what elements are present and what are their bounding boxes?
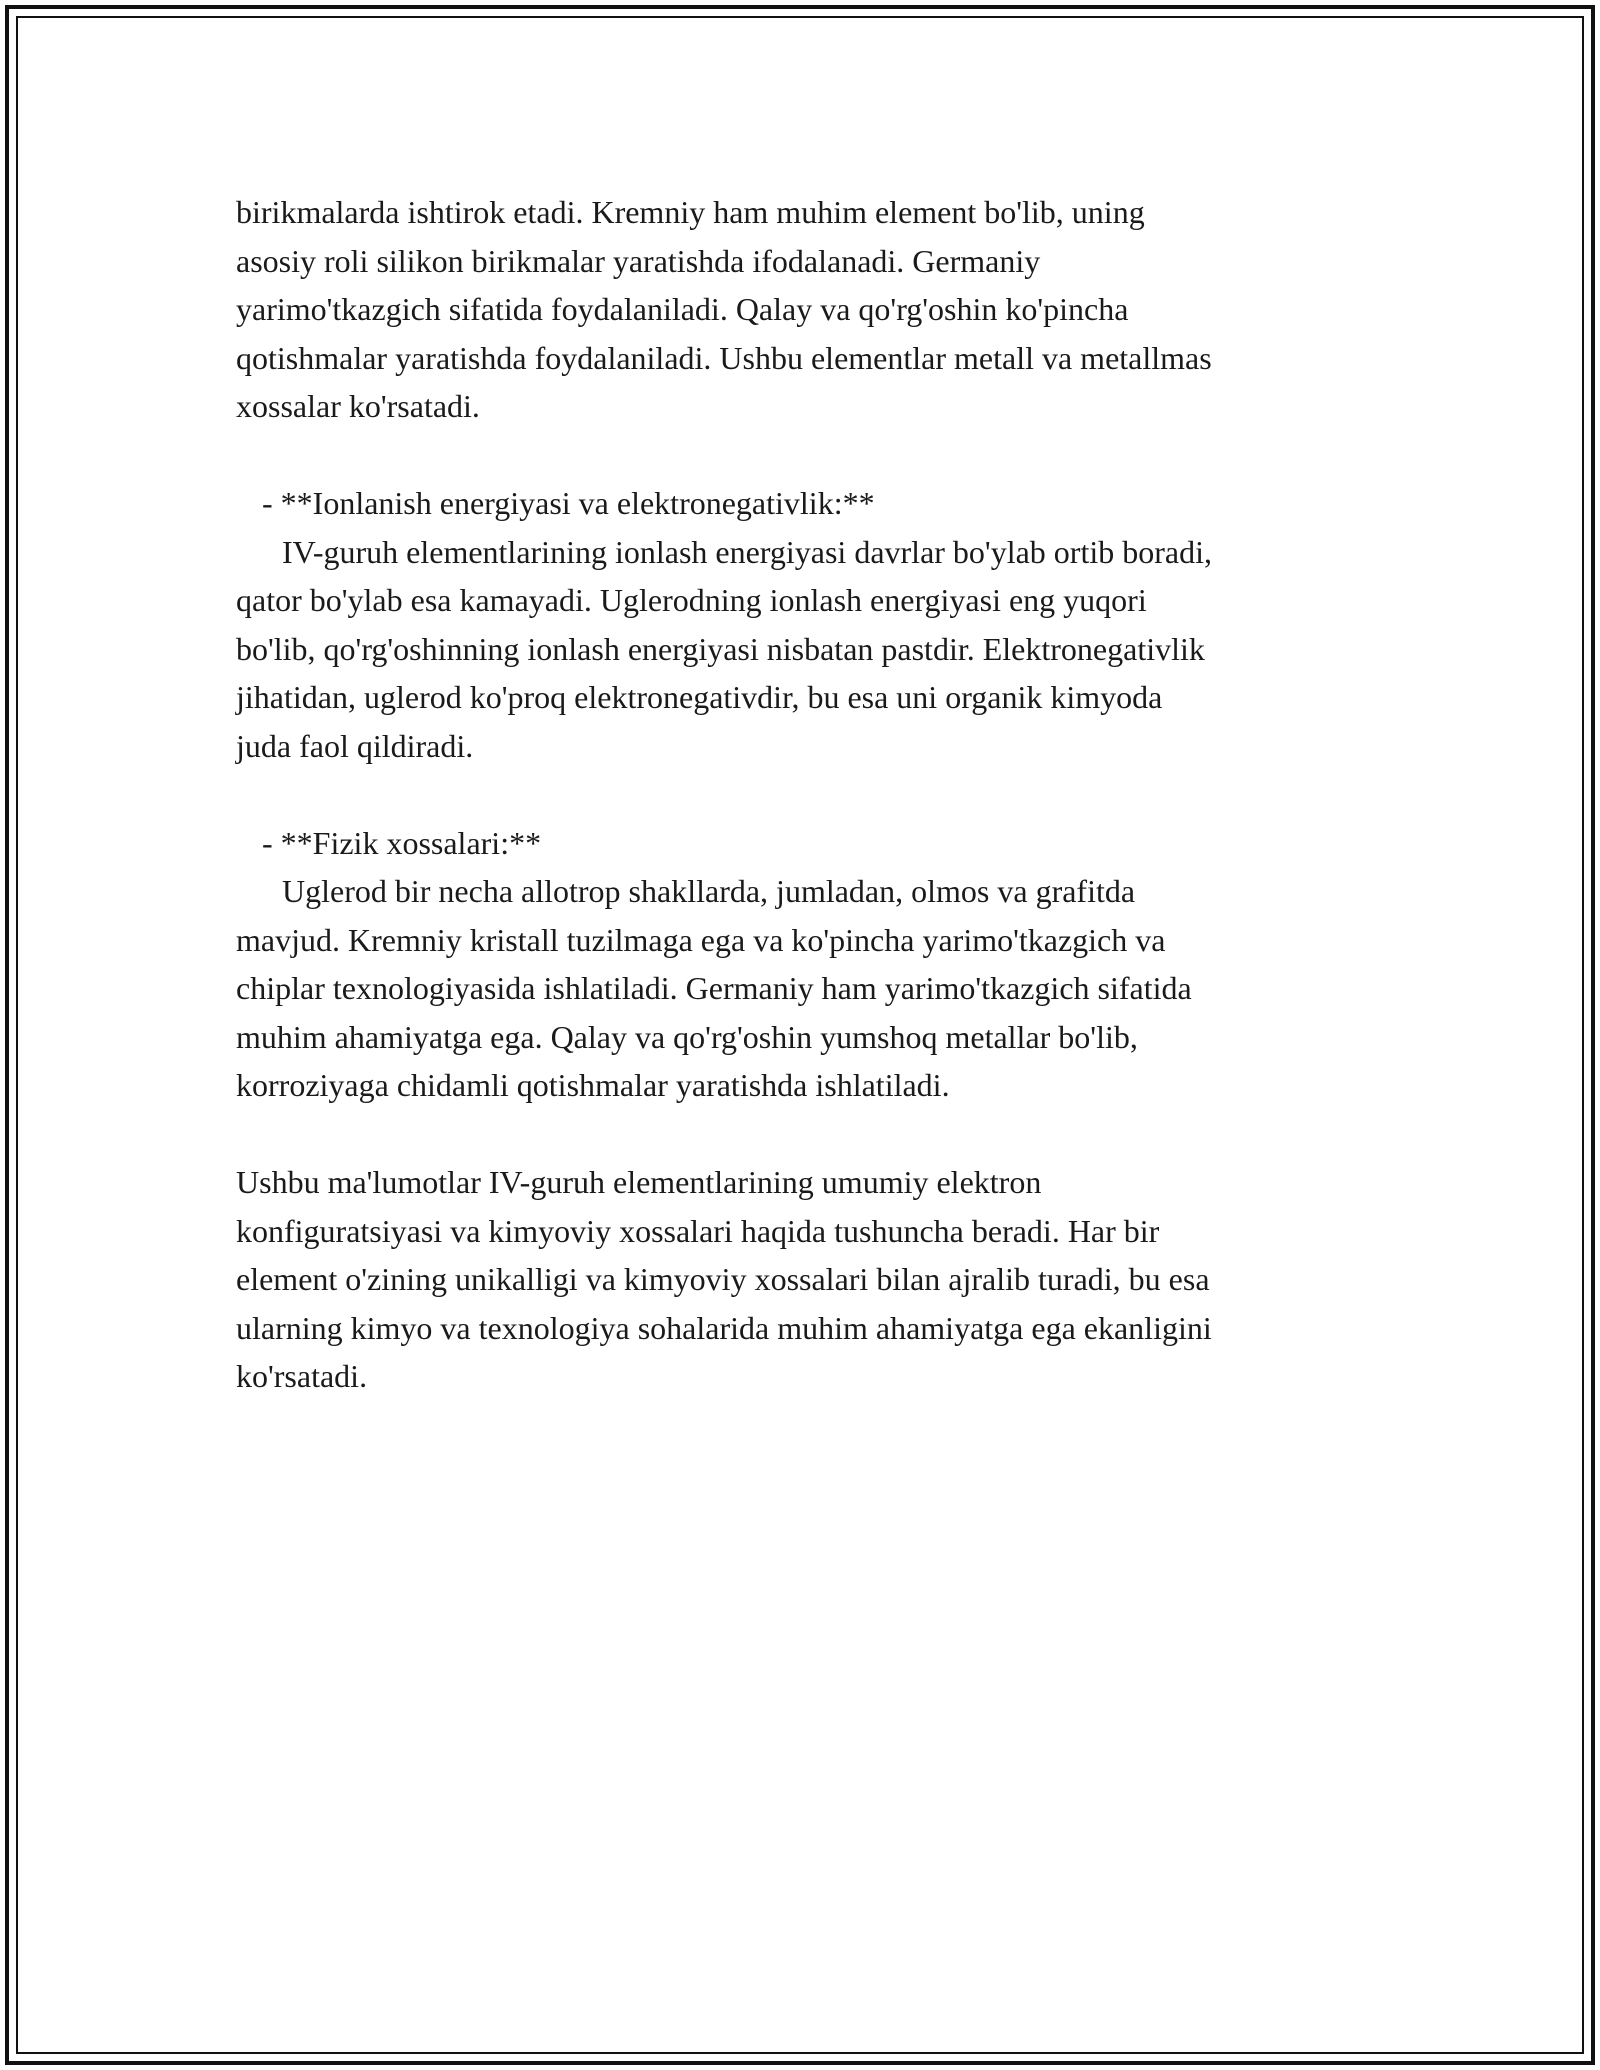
bullet-physical-properties bbox=[236, 819, 1386, 1110]
text-line: Uglerod bir necha allotrop shakllarda, jumladan, olmos va grafitda bbox=[282, 873, 1136, 909]
document-body bbox=[236, 188, 1386, 1401]
text-line: asosiy roli silikon birikmalar yaratishda ifodalanadi. Germaniy bbox=[236, 242, 1041, 279]
paragraph-conclusion bbox=[236, 1158, 1386, 1401]
bullet-heading: - **Ionlanish energiyasi va elektronegativlik:** bbox=[262, 485, 875, 521]
bullet-ionization bbox=[236, 479, 1386, 770]
text-line: muhim ahamiyatga ega. Qalay va qo'rg'oshin yumshoq metallar bo'lib, bbox=[236, 1018, 1138, 1055]
bullet-heading: - **Fizik xossalari:** bbox=[262, 824, 542, 861]
text-line: element o'zining unikalligi va kimyoviy xossalari bilan ajralib turadi, bu esa bbox=[236, 1261, 1210, 1297]
text-line: qotishmalar yaratishda foydalaniladi. Ushbu elementlar metall va metallmas bbox=[236, 339, 1212, 376]
paragraph-elements-intro bbox=[236, 188, 1386, 431]
text-line: juda faol qildiradi. bbox=[236, 727, 474, 764]
text-line: mavjud. Kremniy kristall tuzilmaga ega va ko'pincha yarimo'tkazgich va bbox=[236, 921, 1166, 958]
paragraph-gap bbox=[236, 431, 1386, 480]
text-line: ularning kimyo va texnologiya sohalarida muhim ahamiyatga ega ekanligini bbox=[236, 1309, 1212, 1346]
text-line: chiplar texnologiyasida ishlatiladi. Germaniy ham yarimo'tkazgich sifatida bbox=[236, 970, 1192, 1006]
paragraph-gap bbox=[236, 1110, 1386, 1159]
text-line: korroziyaga chidamli qotishmalar yaratishda ishlatiladi. bbox=[236, 1067, 950, 1103]
text-line: birikmalarda ishtirok etadi. Kremniy ham muhim element bo'lib, uning bbox=[236, 194, 1145, 230]
paragraph-gap bbox=[236, 770, 1386, 819]
text-line: jihatidan, uglerod ko'proq elektronegativdir, bu esa uni organik kimyoda bbox=[236, 679, 1163, 715]
text-line: Ushbu ma'lumotlar IV-guruh elementlarining umumiy elektron bbox=[236, 1164, 1042, 1200]
text-line: konfiguratsiyasi va kimyoviy xossalari haqida tushuncha beradi. Har bir bbox=[236, 1212, 1160, 1249]
text-line: yarimo'tkazgich sifatida foydalaniladi. Qalay va qo'rg'oshin ko'pincha bbox=[236, 291, 1129, 327]
text-line: qator bo'ylab esa kamayadi. Uglerodning ionlash energiyasi eng yuqori bbox=[236, 582, 1147, 618]
text-line: bo'lib, qo'rg'oshinning ionlash energiyasi nisbatan pastdir. Elektronegativlik bbox=[236, 630, 1205, 667]
text-line: ko'rsatadi. bbox=[236, 1358, 368, 1394]
text-line: IV-guruh elementlarining ionlash energiyasi davrlar bo'ylab ortib boradi, bbox=[282, 533, 1212, 570]
text-line: xossalar ko'rsatadi. bbox=[236, 388, 480, 424]
